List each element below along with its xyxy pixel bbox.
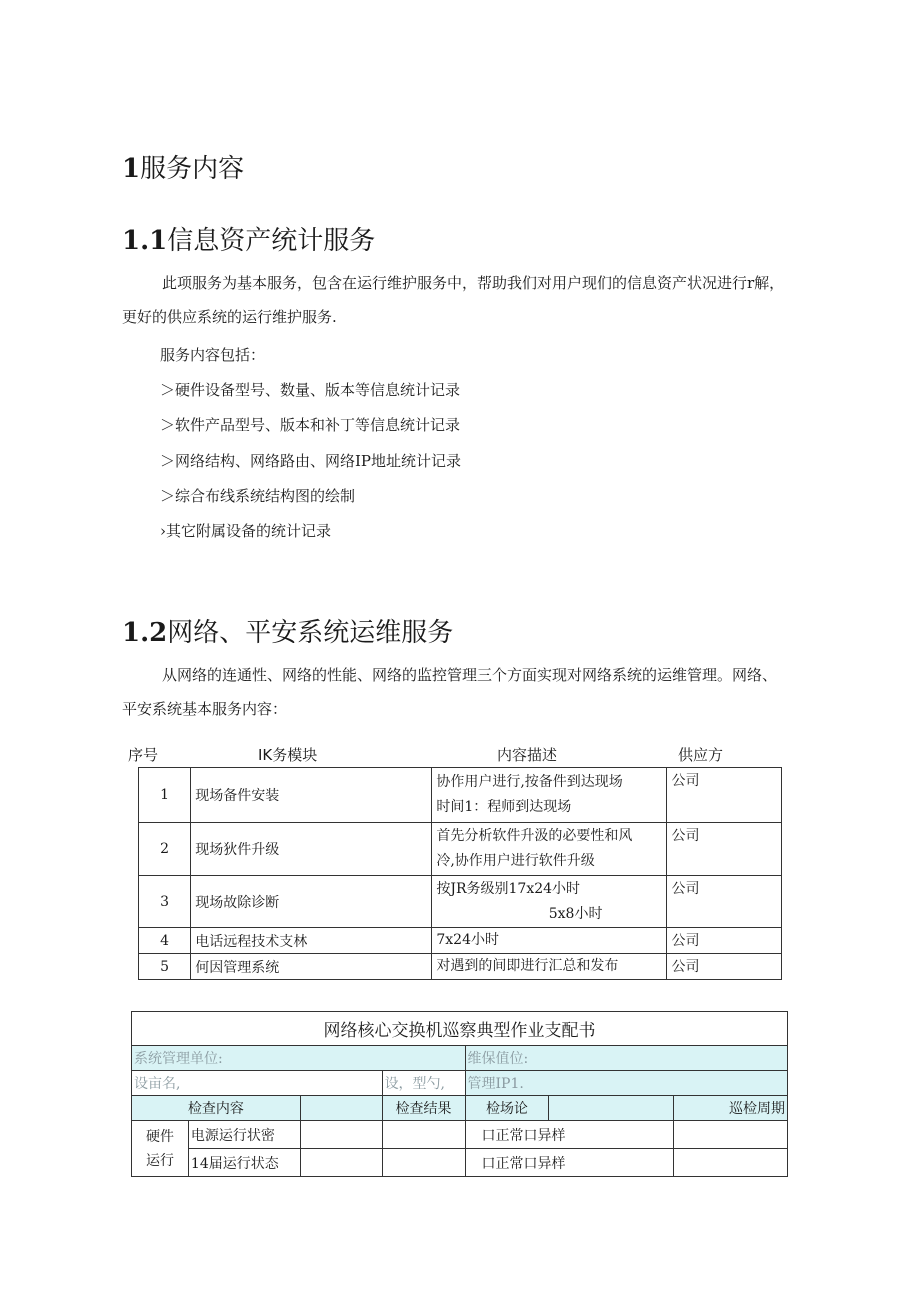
inspection-form — [131, 1011, 788, 1177]
empty-cell — [674, 1149, 788, 1177]
empty-cell — [300, 1149, 382, 1177]
table-cell-num: 2 — [139, 823, 191, 876]
heading-1-1 — [122, 220, 375, 257]
table-row — [132, 1046, 788, 1071]
header-field: 检场论 — [465, 1096, 549, 1121]
table-row — [132, 1149, 788, 1177]
table-cell-module: 现场备件安装 — [191, 768, 432, 823]
heading-1-2-number: 1.2 — [122, 618, 168, 648]
list-item: ＞硬件设备型号、数量、版本等信息统计记录 — [160, 381, 461, 399]
table-cell-supplier: 公司 — [667, 768, 782, 823]
table-cell-module: 现场狄件升级 — [191, 823, 432, 876]
table-cell-num: 3 — [139, 876, 191, 928]
paragraph-1-1-line2: 更好的供应系统的运行维护服务. — [122, 308, 337, 326]
heading-1-1-number: 1.1 — [122, 226, 168, 256]
heading-1-1-title: 信息资产统计服务 — [167, 226, 376, 256]
header-check-content: 检查内容 — [132, 1096, 301, 1121]
table1-header-desc: 内容描述 — [497, 746, 558, 764]
service-intro: 服务内容包括： — [160, 346, 266, 364]
header-check-result: 检查结果 — [382, 1096, 465, 1121]
table-cell-desc — [432, 876, 667, 928]
status-checkbox[interactable]: 口正常口异样 — [465, 1149, 674, 1177]
device-name-field: 设亩名, — [132, 1071, 383, 1096]
heading-1-2-title: 网络、平安系统运维服务 — [167, 618, 454, 648]
table-cell-desc: 7x24小时 — [432, 928, 667, 954]
paragraph-1-2 — [122, 658, 802, 726]
form-title-row — [132, 1012, 788, 1046]
maintenance-field: 维保值位: — [465, 1046, 787, 1071]
desc-line: 按JR务级别17x24小时 — [436, 880, 581, 897]
device-model-field: 设，型勺, — [382, 1071, 465, 1096]
system-unit-field: 系统管理单位: — [132, 1046, 466, 1071]
status-checkbox[interactable]: 口正常口异样 — [465, 1121, 674, 1149]
table-cell-num: 1 — [139, 768, 191, 823]
empty-cell — [382, 1149, 465, 1177]
run-label: 运行 — [145, 1152, 174, 1169]
table-row — [139, 954, 782, 980]
heading-1-title: 服务内容 — [140, 154, 245, 184]
paragraph-1-2-line2: 平安系统基本服务内容： — [122, 700, 288, 718]
table-row — [132, 1121, 788, 1149]
header-cycle: 巡检周期 — [674, 1096, 788, 1121]
table-cell-desc — [432, 768, 667, 823]
table1-header-num: 序号 — [128, 746, 159, 764]
table-cell-module: 现场故除诊断 — [191, 876, 432, 928]
paragraph-1-2-line1: 从网络的连通性、网络的性能、网络的监控管理三个方面实现对网络系统的运维管理。网络、 — [162, 666, 778, 684]
paragraph-1-1 — [122, 266, 802, 334]
empty-cell — [674, 1121, 788, 1149]
table-cell-supplier: 公司 — [667, 823, 782, 876]
table-cell-desc: 对遇到的间即进行汇总和发布 — [432, 954, 667, 980]
table-cell-module: 电话远程技术支林 — [191, 928, 432, 954]
hardware-label: 硬件 — [145, 1128, 174, 1145]
table-cell-supplier: 公司 — [667, 954, 782, 980]
desc-line: 首先分析软件升汲的必要性和风 — [436, 828, 633, 844]
service-table — [138, 767, 782, 980]
form-title: 网络核心交换机巡察典型作业支配书 — [132, 1012, 788, 1046]
hardware-run-cell — [132, 1121, 189, 1177]
header-blank — [300, 1096, 382, 1121]
heading-1 — [122, 148, 244, 185]
table-row — [139, 928, 782, 954]
table1-header-module: IK务模块 — [258, 746, 318, 764]
table-cell-module: 何因管理系统 — [191, 954, 432, 980]
desc-line: 时间1：程师到达现场 — [436, 799, 572, 815]
table-cell-num: 4 — [139, 928, 191, 954]
check-item: 电源运行状密 — [188, 1121, 300, 1149]
table-row — [132, 1071, 788, 1096]
list-item: ›其它附属设备的统计记录 — [160, 522, 331, 540]
table-cell-desc — [432, 823, 667, 876]
table-row — [139, 823, 782, 876]
list-item: ＞软件产品型号、版本和补丁等信息统计记录 — [160, 416, 461, 434]
desc-line: 冷,协作用户进行软件升级 — [436, 853, 595, 869]
desc-line: 协作用户进行,按备件到达现场 — [436, 774, 623, 790]
form-header-row — [132, 1096, 788, 1121]
table-cell-supplier: 公司 — [667, 928, 782, 954]
paragraph-1-1-line1: 此项服务为基本服务，包含在运行维护服务中，帮助我们对用户现们的信息资产状况进行r解， — [162, 274, 785, 292]
desc-line: 5x8小时 — [548, 905, 603, 922]
table-cell-num: 5 — [139, 954, 191, 980]
list-item: ＞网络结构、网络路由、网络IP地址统计记录 — [160, 452, 462, 470]
check-item: 14届运行状态 — [188, 1149, 300, 1177]
empty-cell — [382, 1121, 465, 1149]
list-item: ＞综合布线系统结构图的绘制 — [160, 487, 356, 505]
table-row — [139, 876, 782, 928]
table1-header-supplier: 供应方 — [678, 746, 724, 764]
header-blank — [549, 1096, 674, 1121]
heading-1-2 — [122, 612, 453, 649]
table-row — [139, 768, 782, 823]
management-ip-field: 管理IP1. — [465, 1071, 787, 1096]
table-cell-supplier: 公司 — [667, 876, 782, 928]
empty-cell — [300, 1121, 382, 1149]
heading-1-number: 1 — [122, 154, 141, 184]
